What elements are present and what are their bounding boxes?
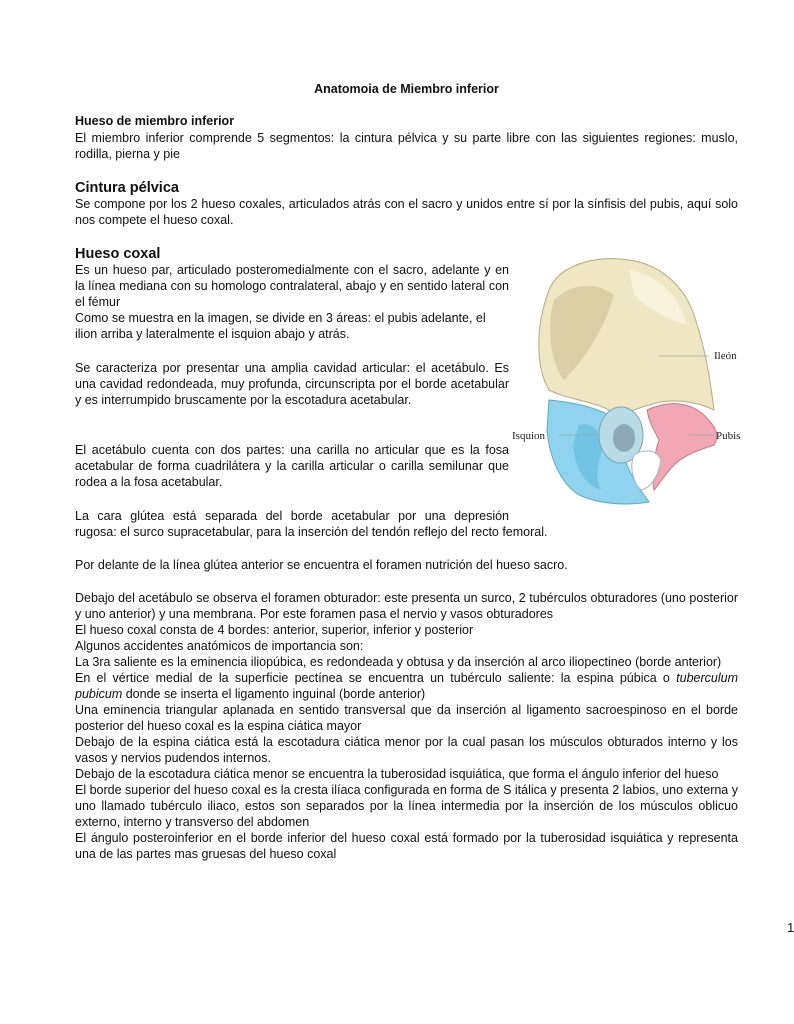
list-item: Debajo del acetábulo se observa el foramen obturador: este presenta un surco, 2 tubérculos obturadores (uno posterior y uno anterior) y una membrana. Por este foramen pasa el nervio y vasos obturadores <box>75 591 738 621</box>
list-item-tuberculum <box>75 670 738 702</box>
tuberculum-before: En el vértice medial de la superficie pectínea se encuentra un tubérculo saliente: la espina púbica o <box>75 671 677 685</box>
list-item: La 3ra saliente es la eminencia iliopúbica, es redondeada y obtusa y da inserción al arco iliopectineo (borde anterior) <box>75 655 722 669</box>
list-item: Debajo de la espina ciática está la escotadura ciática menor por la cual pasan los músculos obturados interno y los vasos y nervios pudendos internos. <box>75 735 738 765</box>
paragraph-coxal-5a <box>75 508 509 524</box>
paragraph-coxal-1 <box>75 262 509 310</box>
section-heading-miembro <box>75 114 738 128</box>
hip-bone-figure <box>509 250 759 510</box>
paragraph-coxal-3 <box>75 360 509 408</box>
paragraph-coxal-3-text: Se caracteriza por presentar una amplia cavidad articular: el acetábulo. Es una cavidad redondeada, muy profunda, circunscripta por el borde acetabular y es interrumpido bruscamente por la escotadura acetabular. <box>75 361 509 407</box>
paragraph-miembro-text: El miembro inferior comprende 5 segmentos: la cintura pélvica y su parte libre con las siguientes regiones: muslo, rodilla, pierna y pie <box>75 131 738 161</box>
acetabular-fossa <box>613 424 635 452</box>
document-title: Anatomoia de Miembro inferior <box>314 82 499 96</box>
facts-list <box>75 590 738 862</box>
paragraph-coxal-2 <box>75 310 509 342</box>
paragraph-coxal-5a-text: La cara glútea está separada del borde acetabular por una depresión <box>75 509 509 523</box>
paragraph-coxal-5b-text: rugosa: el surco supracetabular, para la inserción del tendón reflejo del recto femoral. <box>75 525 548 539</box>
list-item: Algunos accidentes anatómicos de importancia son: <box>75 639 364 653</box>
label-ileon: Ileón <box>714 350 737 362</box>
paragraph-coxal-4-text: El acetábulo cuenta con dos partes: una carilla no articular que es la fosa acetabular de forma cuadrilátera y la carilla articular o carilla semilunar que rodea a la fosa acetabular. <box>75 443 509 489</box>
document-page <box>75 0 794 1024</box>
heading-cintura-pelvica: Cintura pélvica <box>75 180 179 196</box>
paragraph-foramen-text: Por delante de la línea glútea anterior se encuentra el foramen nutrición del hueso sacro. <box>75 558 568 572</box>
section-heading-cintura <box>75 180 738 196</box>
page-number: 1 <box>787 920 794 935</box>
tuberculum-italic: tuberculum pubicum <box>75 671 738 701</box>
hip-bone-illustration <box>509 250 759 510</box>
heading-hueso-miembro: Hueso de miembro inferior <box>75 114 235 128</box>
list-item: El hueso coxal consta de 4 bordes: anterior, superior, inferior y posterior <box>75 623 474 637</box>
list-item: Debajo de la escotadura ciática menor se encuentra la tuberosidad isquiática, que forma el ángulo inferior del hueso <box>75 767 719 781</box>
paragraph-coxal-1-text: Es un hueso par, articulado posteromedialmente con el sacro, adelante y en la línea mediana con su homologo contralateral, abajo y en sentido lateral con el fémur <box>75 263 509 309</box>
paragraph-foramen <box>75 557 738 573</box>
paragraph-coxal-4 <box>75 442 509 490</box>
paragraph-coxal-5b <box>75 524 738 540</box>
heading-hueso-coxal: Hueso coxal <box>75 246 161 262</box>
list-item: Una eminencia triangular aplanada en sentido transversal que da inserción al ligamento sacroespinoso en el borde posterior del hueso coxal es la espina ciática mayor <box>75 703 738 733</box>
paragraph-coxal-2-text: Como se muestra en la imagen, se divide en 3 áreas: el pubis adelante, el ilion arriba y lateralmente el isquion abajo y atrás. <box>75 311 486 341</box>
paragraph-cintura-text: Se compone por los 2 hueso coxales, articulados atrás con el sacro y unidos entre sí por la sínfisis del pubis, aquí solo nos compete el hueso coxal. <box>75 197 738 227</box>
list-item: El ángulo posteroinferior en el borde inferior del hueso coxal está formado por la tuberosidad isquiática y representa una de las partes mas gruesas del hueso coxal <box>75 831 738 861</box>
tuberculum-after: donde se inserta el ligamento inguinal (borde anterior) <box>122 687 426 701</box>
paragraph-cintura <box>75 196 738 228</box>
paragraph-miembro <box>75 130 738 162</box>
list-item: El borde superior del hueso coxal es la cresta ilíaca configurada en forma de S itálica y presenta 2 labios, uno externa y uno llamado tubérculo iliaco, estos son separados por la línea intermedia por la inserción de los músculos oblicuo externo, interno y transverso del abdomen <box>75 783 738 829</box>
label-isquion: Isquion <box>512 430 545 442</box>
label-pubis: Pubis <box>716 430 741 442</box>
pubis-region <box>647 404 717 490</box>
